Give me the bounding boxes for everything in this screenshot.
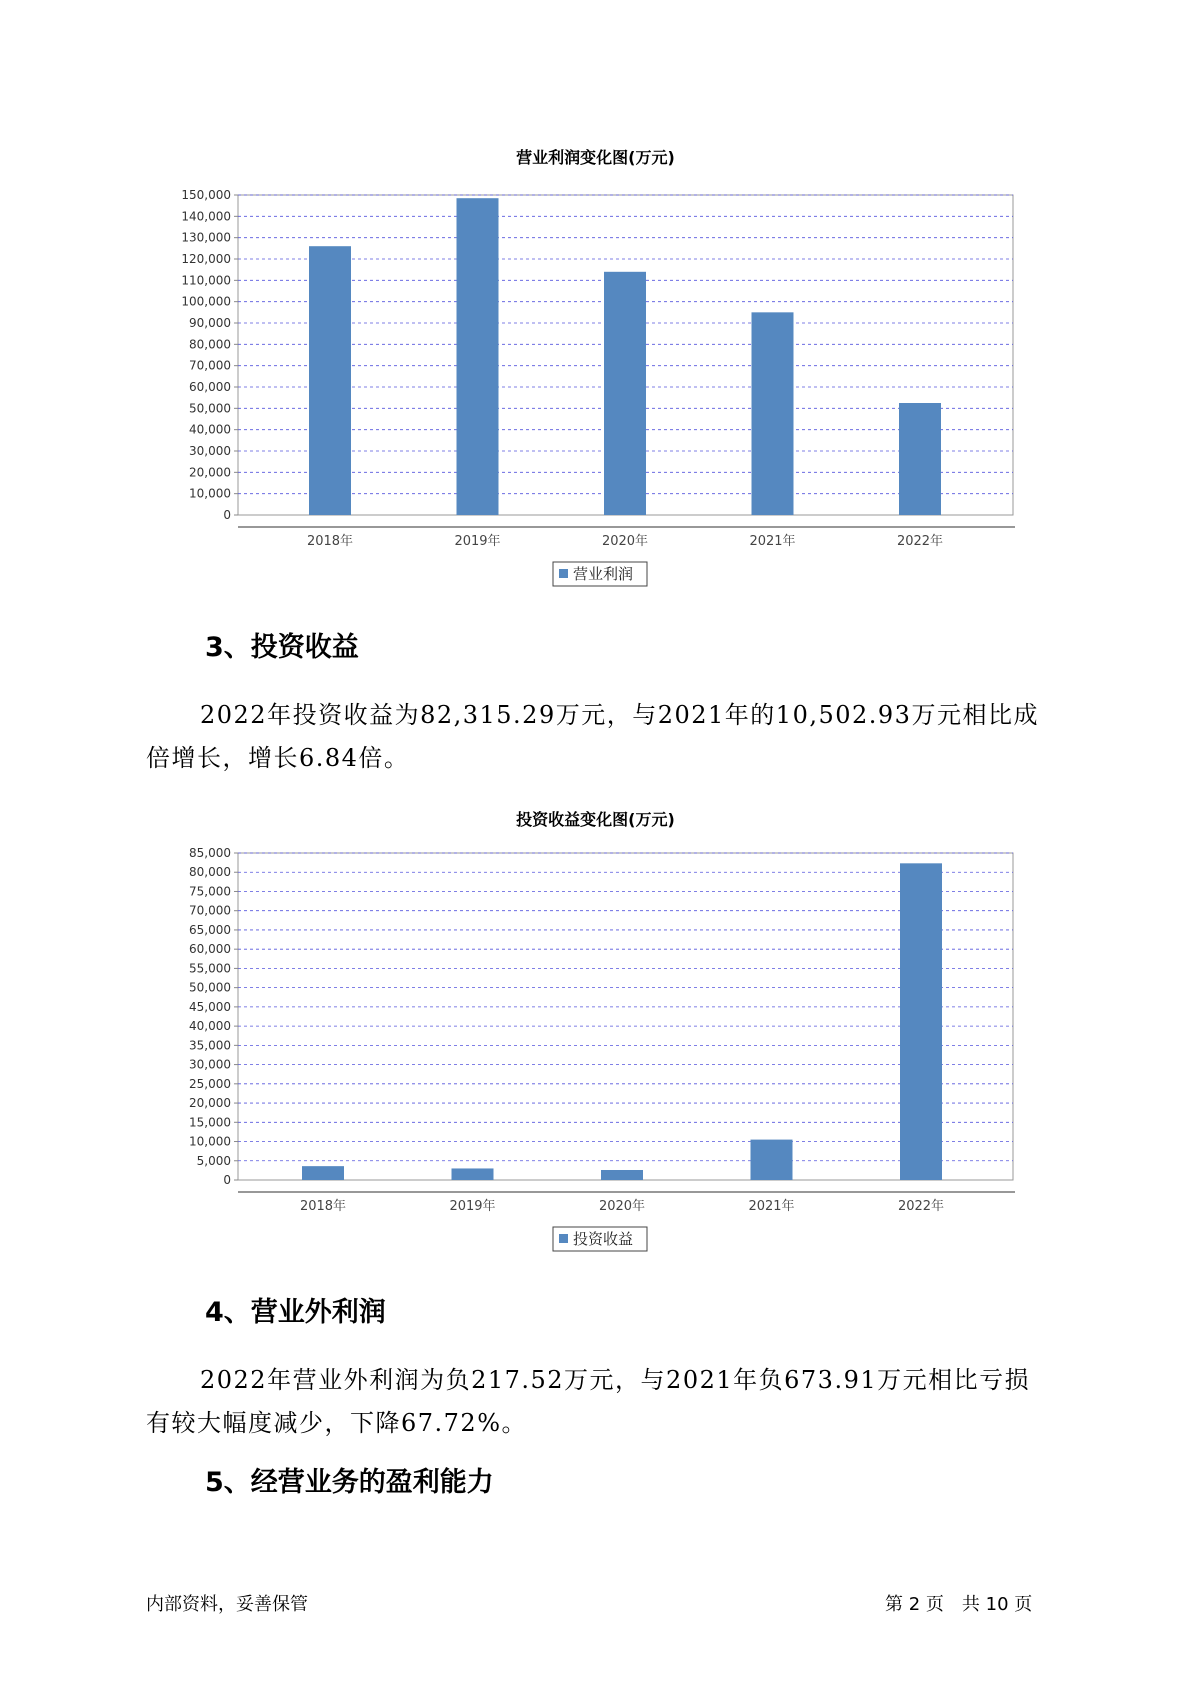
x-tick-label: 2019年 <box>449 1199 496 1214</box>
legend-label: 营业利润 <box>573 565 634 583</box>
y-tick-label: 25,000 <box>189 1076 231 1091</box>
bar-2021年 <box>752 312 794 515</box>
footer-page-number: 第 2 页 共 10 页 <box>885 1594 1033 1615</box>
x-tick-label: 2022年 <box>896 534 944 549</box>
footer-confidential-note: 内部资料，妥善保管 <box>146 1594 308 1615</box>
y-tick-label: 110,000 <box>181 273 231 288</box>
legend-swatch <box>559 1234 568 1243</box>
y-tick-label: 120,000 <box>181 252 231 266</box>
bar-2018年 <box>309 246 351 515</box>
y-tick-label: 70,000 <box>189 358 231 373</box>
y-tick-label: 65,000 <box>189 922 231 937</box>
y-tick-label: 20,000 <box>189 1096 231 1111</box>
section-heading-investment-income: 3、投资收益 <box>205 632 359 663</box>
chart-title-operating-profit: 营业利润变化图(万元) <box>516 148 675 167</box>
x-tick-label: 2020年 <box>601 534 649 549</box>
operating-profit-chart <box>0 175 1191 595</box>
y-tick-label: 45,000 <box>189 999 231 1014</box>
paragraph-investment-income-line-1: 2022年投资收益为82,315.29万元，与2021年的10,502.93万元相比成 <box>200 701 1039 729</box>
paragraph-non-operating-profit-line-2: 有较大幅度减少，下降67.72%。 <box>146 1409 528 1437</box>
y-tick-label: 60,000 <box>189 942 231 957</box>
x-tick-label: 2022年 <box>897 1199 945 1214</box>
y-tick-label: 100,000 <box>181 294 231 309</box>
y-tick-label: 40,000 <box>189 1019 231 1034</box>
x-tick-label: 2020年 <box>598 1199 646 1214</box>
y-tick-label: 60,000 <box>189 380 231 394</box>
y-tick-label: 30,000 <box>189 444 231 458</box>
bar-2020年 <box>604 272 646 515</box>
y-tick-label: 80,000 <box>189 865 231 880</box>
bar-2021年 <box>751 1140 793 1180</box>
y-tick-label: 0 <box>223 1173 231 1187</box>
y-tick-label: 5,000 <box>196 1153 231 1168</box>
y-tick-label: 80,000 <box>189 337 231 352</box>
y-tick-label: 75,000 <box>189 884 231 899</box>
bar-2019年 <box>452 1168 494 1180</box>
x-tick-label: 2021年 <box>748 1199 795 1214</box>
x-tick-label: 2018年 <box>299 1199 347 1214</box>
legend-label: 投资收益 <box>573 1230 634 1248</box>
section-heading-operating-profitability: 5、经营业务的盈利能力 <box>205 1467 494 1498</box>
y-tick-label: 140,000 <box>181 209 231 224</box>
y-tick-label: 15,000 <box>189 1115 231 1130</box>
y-tick-label: 20,000 <box>189 465 231 480</box>
y-tick-label: 150,000 <box>181 188 231 202</box>
y-tick-label: 50,000 <box>189 401 231 416</box>
y-tick-label: 70,000 <box>189 903 231 918</box>
bar-2022年 <box>899 403 941 515</box>
y-tick-label: 10,000 <box>189 1134 231 1149</box>
y-tick-label: 0 <box>223 508 231 522</box>
bar-2020年 <box>601 1170 643 1180</box>
y-tick-label: 90,000 <box>189 316 231 330</box>
y-tick-label: 10,000 <box>189 486 231 501</box>
legend-swatch <box>559 569 568 578</box>
plot-area <box>238 853 1013 1180</box>
bar-2022年 <box>900 863 942 1180</box>
bar-2019年 <box>457 198 499 515</box>
y-tick-label: 40,000 <box>189 422 231 437</box>
y-tick-label: 85,000 <box>189 846 231 860</box>
y-tick-label: 50,000 <box>189 980 231 995</box>
bar-2018年 <box>302 1166 344 1180</box>
x-tick-label: 2018年 <box>306 534 354 549</box>
paragraph-investment-income-line-2: 倍增长，增长6.84倍。 <box>146 744 410 772</box>
investment-income-chart <box>0 840 1191 1260</box>
section-heading-non-operating-profit: 4、营业外利润 <box>205 1297 386 1328</box>
y-tick-label: 30,000 <box>189 1057 231 1072</box>
x-tick-label: 2019年 <box>454 534 501 549</box>
y-tick-label: 35,000 <box>189 1038 231 1053</box>
paragraph-non-operating-profit-line-1: 2022年营业外利润为负217.52万元，与2021年负673.91万元相比亏损 <box>200 1366 1031 1394</box>
y-tick-label: 130,000 <box>181 230 231 245</box>
x-tick-label: 2021年 <box>749 534 796 549</box>
y-tick-label: 55,000 <box>189 961 231 976</box>
chart-title-investment-income: 投资收益变化图(万元) <box>516 810 675 829</box>
